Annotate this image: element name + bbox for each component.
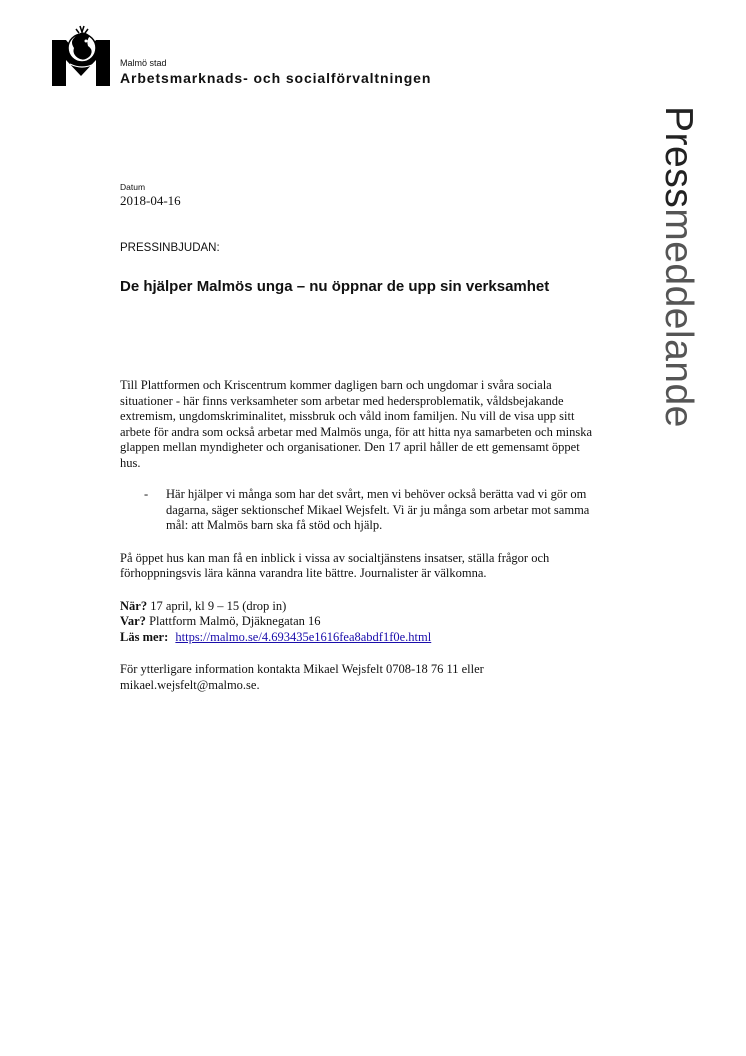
open-house-paragraph: På öppet hus kan man få en inblick i vissa av socialtjänstens insatser, ställa frågor och förhoppningsvis lära känna varandra lite bättre. Journalister är välkomna.	[120, 550, 550, 580]
when-line	[120, 599, 600, 615]
department-name: Arbetsmarknads- och socialförvaltningen	[120, 70, 432, 86]
read-more-link[interactable]: https://malmo.se/4.693435e1616fea8abdf1f0e.html	[175, 629, 432, 644]
date-label: Datum	[120, 182, 146, 192]
contact-line-2: mikael.wejsfelt@malmo.se.	[120, 677, 260, 692]
malmo-coat-of-arms-logo	[52, 24, 110, 86]
press-invitation-label: PRESSINBJUDAN:	[120, 242, 220, 254]
intro-paragraph: Till Plattformen och Kriscentrum kommer dagligen barn och ungdomar i svåra sociala situationer - här finns verksamheter som arbetar med hedersproblematik, våldsbejakande extremism, ungdomskriminalitet, missbruk och våld inom familjen. Nu vill de visa upp sitt arbete för andra som också arbetar med Malmös unga, för att hitta nya samarbeten och minska glappen mellan myndigheter och organisationer. Den 17 april håller de ett gemensamt öppet hus.	[120, 378, 593, 470]
where-label: Var?	[120, 614, 146, 628]
where-value: Plattform Malmö, Djäknegatan 16	[149, 614, 321, 628]
quote-paragraph	[120, 487, 600, 534]
city-name: Malmö stad	[120, 58, 167, 68]
read-more-label: Läs mer:	[120, 629, 169, 644]
event-info	[120, 599, 600, 646]
when-value: 17 april, kl 9 – 15 (drop in)	[150, 598, 287, 613]
side-title-meddelande: meddelande	[657, 208, 700, 428]
quote-dash: -	[144, 487, 149, 501]
read-more-line	[120, 630, 600, 646]
quote-text: Här hjälper vi många som har det svårt, men vi behöver också berätta vad vi gör om dagarna, säger sektionschef Mikael Wejsfelt. Vi är ju många som arbetar mot samma mål: att Malmös barn ska få stöd och hjälp.	[166, 487, 590, 532]
date-value: 2018-04-16	[120, 193, 181, 208]
page-title: De hjälper Malmös unga – nu öppnar de upp sin verksamhet	[120, 278, 550, 295]
contact-line-1: För ytterligare information kontakta Mikael Wejsfelt 0708-18 76 11 eller	[120, 662, 484, 676]
body-text	[120, 378, 600, 693]
side-title-press: Press	[657, 106, 700, 209]
where-line	[120, 614, 600, 630]
when-label: När?	[120, 598, 148, 613]
pressmeddelande-vertical-title	[656, 106, 700, 546]
